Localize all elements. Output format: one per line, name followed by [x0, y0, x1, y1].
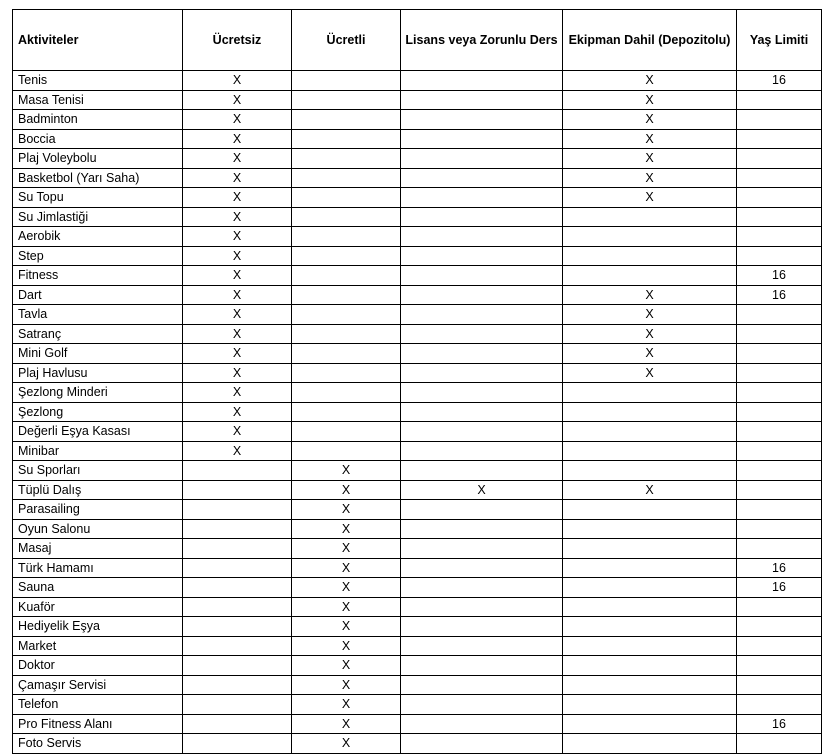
table-row — [13, 519, 822, 539]
age-limit-cell — [737, 734, 822, 754]
license-cell — [401, 71, 563, 91]
activity-name-cell: Şezlong Minderi — [13, 383, 183, 403]
paid-cell: X — [292, 714, 401, 734]
license-cell — [401, 246, 563, 266]
license-cell — [401, 558, 563, 578]
age-limit-cell — [737, 402, 822, 422]
equipment-cell — [563, 519, 737, 539]
free-cell — [183, 636, 292, 656]
license-cell — [401, 168, 563, 188]
free-cell: X — [183, 344, 292, 364]
paid-cell — [292, 90, 401, 110]
license-cell — [401, 266, 563, 286]
activity-name-cell: Fitness — [13, 266, 183, 286]
paid-cell — [292, 207, 401, 227]
license-cell — [401, 734, 563, 754]
paid-cell — [292, 266, 401, 286]
free-cell — [183, 480, 292, 500]
equipment-cell — [563, 500, 737, 520]
age-limit-cell: 16 — [737, 558, 822, 578]
equipment-cell — [563, 402, 737, 422]
equipment-cell — [563, 558, 737, 578]
license-cell — [401, 110, 563, 130]
paid-cell: X — [292, 734, 401, 754]
age-limit-cell: 16 — [737, 71, 822, 91]
age-limit-cell — [737, 246, 822, 266]
table-row — [13, 71, 822, 91]
age-limit-cell — [737, 597, 822, 617]
paid-cell: X — [292, 539, 401, 559]
activity-name-cell: Şezlong — [13, 402, 183, 422]
table-row — [13, 168, 822, 188]
free-cell: X — [183, 305, 292, 325]
age-limit-cell: 16 — [737, 714, 822, 734]
table-row — [13, 734, 822, 754]
age-limit-cell — [737, 110, 822, 130]
license-cell — [401, 617, 563, 637]
paid-cell — [292, 422, 401, 442]
activity-name-cell: Dart — [13, 285, 183, 305]
free-cell: X — [183, 71, 292, 91]
age-limit-cell — [737, 675, 822, 695]
activity-name-cell: Minibar — [13, 441, 183, 461]
table-row — [13, 188, 822, 208]
age-limit-cell — [737, 539, 822, 559]
table-row — [13, 461, 822, 481]
activity-name-cell: Tavla — [13, 305, 183, 325]
equipment-cell — [563, 675, 737, 695]
license-cell — [401, 500, 563, 520]
activity-name-cell: Boccia — [13, 129, 183, 149]
free-cell: X — [183, 207, 292, 227]
equipment-cell: X — [563, 149, 737, 169]
license-cell — [401, 402, 563, 422]
free-cell: X — [183, 285, 292, 305]
table-row — [13, 344, 822, 364]
activity-name-cell: Badminton — [13, 110, 183, 130]
age-limit-cell — [737, 129, 822, 149]
free-cell: X — [183, 422, 292, 442]
license-cell — [401, 656, 563, 676]
age-limit-cell — [737, 227, 822, 247]
free-cell — [183, 714, 292, 734]
age-limit-cell — [737, 363, 822, 383]
license-cell — [401, 675, 563, 695]
equipment-cell — [563, 422, 737, 442]
activity-name-cell: Çamaşır Servisi — [13, 675, 183, 695]
table-row — [13, 480, 822, 500]
free-cell — [183, 675, 292, 695]
activity-name-cell: Oyun Salonu — [13, 519, 183, 539]
equipment-cell — [563, 578, 737, 598]
activity-name-cell: Telefon — [13, 695, 183, 715]
activity-name-cell: Mini Golf — [13, 344, 183, 364]
activity-table — [12, 9, 822, 754]
free-cell: X — [183, 441, 292, 461]
license-cell — [401, 188, 563, 208]
free-cell: X — [183, 383, 292, 403]
paid-cell: X — [292, 675, 401, 695]
free-cell: X — [183, 324, 292, 344]
activity-name-cell: Su Jimlastiği — [13, 207, 183, 227]
age-limit-cell: 16 — [737, 266, 822, 286]
license-cell — [401, 227, 563, 247]
free-cell: X — [183, 246, 292, 266]
paid-cell — [292, 188, 401, 208]
paid-cell: X — [292, 578, 401, 598]
paid-cell — [292, 149, 401, 169]
paid-cell — [292, 246, 401, 266]
equipment-cell: X — [563, 129, 737, 149]
table-row — [13, 110, 822, 130]
license-cell — [401, 90, 563, 110]
paid-cell: X — [292, 656, 401, 676]
age-limit-cell — [737, 636, 822, 656]
table-row — [13, 246, 822, 266]
paid-cell — [292, 305, 401, 325]
activity-name-cell: Su Topu — [13, 188, 183, 208]
free-cell — [183, 519, 292, 539]
equipment-cell — [563, 597, 737, 617]
age-limit-cell — [737, 344, 822, 364]
paid-cell — [292, 441, 401, 461]
license-cell — [401, 129, 563, 149]
table-row — [13, 402, 822, 422]
activity-name-cell: Market — [13, 636, 183, 656]
table-row — [13, 695, 822, 715]
age-limit-cell — [737, 324, 822, 344]
header-age-limit: Yaş Limiti — [737, 10, 822, 71]
age-limit-cell — [737, 617, 822, 637]
paid-cell — [292, 285, 401, 305]
paid-cell: X — [292, 500, 401, 520]
equipment-cell — [563, 266, 737, 286]
free-cell — [183, 461, 292, 481]
free-cell — [183, 500, 292, 520]
age-limit-cell — [737, 383, 822, 403]
activity-name-cell: Plaj Voleybolu — [13, 149, 183, 169]
license-cell — [401, 636, 563, 656]
activity-name-cell: Kuaför — [13, 597, 183, 617]
activity-name-cell: Parasailing — [13, 500, 183, 520]
equipment-cell — [563, 617, 737, 637]
equipment-cell: X — [563, 188, 737, 208]
table-row — [13, 207, 822, 227]
free-cell: X — [183, 266, 292, 286]
age-limit-cell — [737, 695, 822, 715]
table-header — [13, 10, 822, 71]
activity-name-cell: Step — [13, 246, 183, 266]
paid-cell: X — [292, 636, 401, 656]
table-row — [13, 656, 822, 676]
free-cell: X — [183, 129, 292, 149]
table-row — [13, 558, 822, 578]
equipment-cell — [563, 734, 737, 754]
free-cell: X — [183, 188, 292, 208]
activity-name-cell: Hediyelik Eşya — [13, 617, 183, 637]
age-limit-cell — [737, 656, 822, 676]
paid-cell: X — [292, 617, 401, 637]
age-limit-cell — [737, 461, 822, 481]
license-cell: X — [401, 480, 563, 500]
paid-cell — [292, 129, 401, 149]
table-row — [13, 441, 822, 461]
paid-cell — [292, 383, 401, 403]
age-limit-cell — [737, 149, 822, 169]
equipment-cell — [563, 207, 737, 227]
age-limit-cell: 16 — [737, 285, 822, 305]
equipment-cell — [563, 636, 737, 656]
license-cell — [401, 285, 563, 305]
table-row — [13, 285, 822, 305]
equipment-cell: X — [563, 480, 737, 500]
activity-name-cell: Masaj — [13, 539, 183, 559]
free-cell: X — [183, 90, 292, 110]
age-limit-cell — [737, 422, 822, 442]
paid-cell — [292, 363, 401, 383]
license-cell — [401, 383, 563, 403]
free-cell — [183, 734, 292, 754]
equipment-cell — [563, 714, 737, 734]
license-cell — [401, 695, 563, 715]
table-row — [13, 305, 822, 325]
table-row — [13, 578, 822, 598]
header-free: Ücretsiz — [183, 10, 292, 71]
free-cell — [183, 597, 292, 617]
license-cell — [401, 363, 563, 383]
table-row — [13, 383, 822, 403]
table-row — [13, 500, 822, 520]
paid-cell — [292, 71, 401, 91]
activity-name-cell: Pro Fitness Alanı — [13, 714, 183, 734]
equipment-cell: X — [563, 305, 737, 325]
equipment-cell: X — [563, 363, 737, 383]
equipment-cell — [563, 539, 737, 559]
license-cell — [401, 305, 563, 325]
license-cell — [401, 324, 563, 344]
paid-cell: X — [292, 519, 401, 539]
paid-cell: X — [292, 597, 401, 617]
equipment-cell: X — [563, 324, 737, 344]
paid-cell — [292, 324, 401, 344]
header-license: Lisans veya Zorunlu Ders — [401, 10, 563, 71]
equipment-cell: X — [563, 71, 737, 91]
equipment-cell — [563, 227, 737, 247]
activity-name-cell: Tenis — [13, 71, 183, 91]
table-row — [13, 422, 822, 442]
license-cell — [401, 207, 563, 227]
table-row — [13, 324, 822, 344]
paid-cell: X — [292, 461, 401, 481]
table-row — [13, 363, 822, 383]
equipment-cell: X — [563, 168, 737, 188]
paid-cell — [292, 344, 401, 364]
header-row — [13, 10, 822, 71]
age-limit-cell — [737, 305, 822, 325]
table-row — [13, 227, 822, 247]
free-cell: X — [183, 227, 292, 247]
free-cell: X — [183, 402, 292, 422]
table-row — [13, 266, 822, 286]
activity-name-cell: Doktor — [13, 656, 183, 676]
license-cell — [401, 344, 563, 364]
equipment-cell: X — [563, 344, 737, 364]
age-limit-cell — [737, 500, 822, 520]
license-cell — [401, 597, 563, 617]
paid-cell — [292, 402, 401, 422]
equipment-cell: X — [563, 110, 737, 130]
paid-cell — [292, 168, 401, 188]
age-limit-cell — [737, 90, 822, 110]
table-row — [13, 597, 822, 617]
table-body — [13, 71, 822, 754]
activity-name-cell: Aerobik — [13, 227, 183, 247]
equipment-cell — [563, 695, 737, 715]
table-row — [13, 675, 822, 695]
age-limit-cell — [737, 207, 822, 227]
equipment-cell — [563, 383, 737, 403]
equipment-cell — [563, 441, 737, 461]
license-cell — [401, 519, 563, 539]
free-cell: X — [183, 149, 292, 169]
free-cell — [183, 539, 292, 559]
paid-cell: X — [292, 480, 401, 500]
age-limit-cell — [737, 441, 822, 461]
activity-name-cell: Plaj Havlusu — [13, 363, 183, 383]
activity-name-cell: Masa Tenisi — [13, 90, 183, 110]
license-cell — [401, 422, 563, 442]
activity-name-cell: Basketbol (Yarı Saha) — [13, 168, 183, 188]
paid-cell: X — [292, 695, 401, 715]
activity-name-cell: Sauna — [13, 578, 183, 598]
age-limit-cell: 16 — [737, 578, 822, 598]
table-row — [13, 539, 822, 559]
equipment-cell: X — [563, 285, 737, 305]
age-limit-cell — [737, 519, 822, 539]
table-row — [13, 636, 822, 656]
age-limit-cell — [737, 168, 822, 188]
license-cell — [401, 578, 563, 598]
free-cell: X — [183, 363, 292, 383]
table-row — [13, 129, 822, 149]
equipment-cell — [563, 246, 737, 266]
activity-name-cell: Satranç — [13, 324, 183, 344]
age-limit-cell — [737, 188, 822, 208]
header-paid: Ücretli — [292, 10, 401, 71]
activity-name-cell: Su Sporları — [13, 461, 183, 481]
free-cell — [183, 695, 292, 715]
table-row — [13, 617, 822, 637]
paid-cell — [292, 110, 401, 130]
free-cell — [183, 617, 292, 637]
paid-cell — [292, 227, 401, 247]
free-cell — [183, 656, 292, 676]
free-cell — [183, 558, 292, 578]
paid-cell: X — [292, 558, 401, 578]
license-cell — [401, 149, 563, 169]
activity-name-cell: Türk Hamamı — [13, 558, 183, 578]
activity-name-cell: Tüplü Dalış — [13, 480, 183, 500]
free-cell — [183, 578, 292, 598]
header-activities: Aktiviteler — [13, 10, 183, 71]
license-cell — [401, 441, 563, 461]
equipment-cell: X — [563, 90, 737, 110]
equipment-cell — [563, 461, 737, 481]
table-row — [13, 90, 822, 110]
header-equipment: Ekipman Dahil (Depozitolu) — [563, 10, 737, 71]
free-cell: X — [183, 110, 292, 130]
activity-name-cell: Değerli Eşya Kasası — [13, 422, 183, 442]
activity-name-cell: Foto Servis — [13, 734, 183, 754]
free-cell: X — [183, 168, 292, 188]
license-cell — [401, 461, 563, 481]
equipment-cell — [563, 656, 737, 676]
license-cell — [401, 539, 563, 559]
table-row — [13, 714, 822, 734]
age-limit-cell — [737, 480, 822, 500]
license-cell — [401, 714, 563, 734]
table-row — [13, 149, 822, 169]
